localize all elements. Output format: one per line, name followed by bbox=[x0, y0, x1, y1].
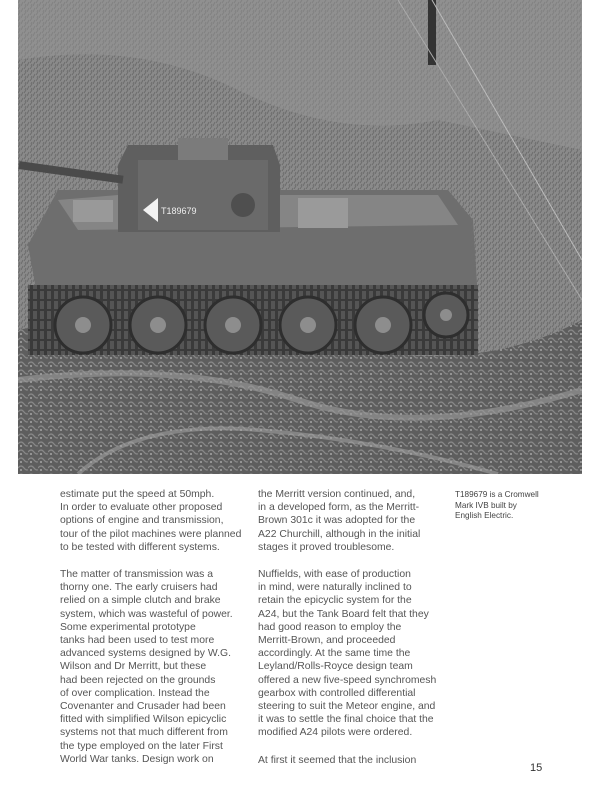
paragraph: The matter of transmission was a thorny one. The early cruisers had relied on a simple clutch and brake system, which was wasteful of power. Some experimental prototype tanks had been used to test more advanced systems designed by W.G. Wilson and Dr Merritt, but these had been rejected on the grounds of over complication. Instead the Covenanter and Crusader had been fitted with simplified Wilson epicyclic systems not that much different from the type employed on the later First World War tanks. Design work on bbox=[60, 569, 233, 765]
hull-number: T189679 bbox=[161, 206, 197, 216]
text-column-left bbox=[60, 488, 242, 780]
tank-photo bbox=[18, 0, 582, 474]
photo-caption: T189679 is a Cromwell Mark IVB built by English Electric. bbox=[455, 490, 539, 521]
text-column-right bbox=[258, 488, 440, 781]
paragraph: the Merritt version continued, and, in a developed form, as the Merritt- Brown 301c it was adopted for the A22 Churchill, although in the initial stages it proved troublesome. bbox=[258, 489, 421, 553]
paragraph: estimate put the speed at 50mph. In order to evaluate other proposed options of engine and transmission, tour of the pilot machines were planned to be tested with different systems. bbox=[60, 489, 242, 553]
page-number: 15 bbox=[530, 762, 543, 774]
paragraph: Nuffields, with ease of production in mind, were naturally inclined to retain the epicyclic system for the A24, but the Tank Board felt that they had good reason to employ the Merritt-Brown, and proceeded accordingly. At the same time the Leyland/Rolls-Royce design team offered a new five-speed synchromesh gearbox with controlled differential steering to suit the Meteor engine, and it was to settle the final choice that the modified A24 pilots were ordered. bbox=[258, 569, 437, 739]
paragraph: At first it seemed that the inclusion bbox=[258, 754, 417, 766]
